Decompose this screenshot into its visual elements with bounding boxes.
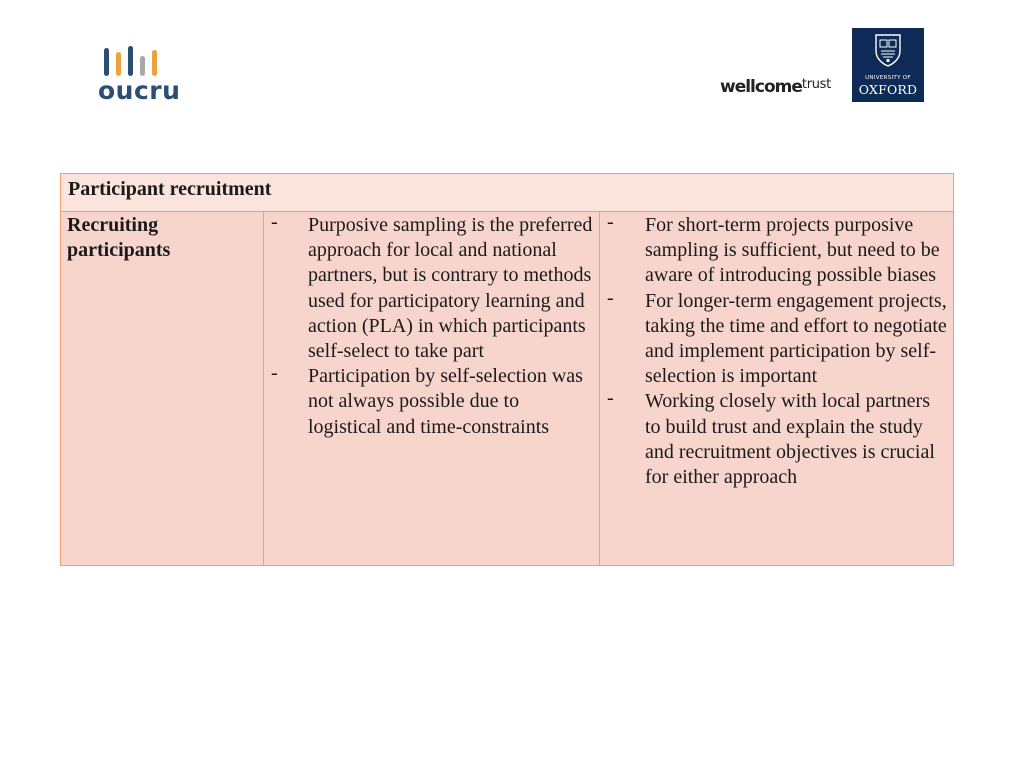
row-label-cell <box>61 212 264 565</box>
bullet-marker: - <box>607 211 614 233</box>
oxford-logo-line2: OXFORD <box>858 82 918 97</box>
list-item-text: For short-term projects purposive sampling is sufficient, but need to be aware of introducing possible biases <box>645 214 940 287</box>
list-item <box>264 364 594 440</box>
table-header-row <box>61 174 953 212</box>
oucru-logo-bars <box>104 44 164 76</box>
oxford-logo-line1: UNIVERSITY OF <box>865 75 911 81</box>
wellcome-trust-logo <box>720 77 831 99</box>
findings-list <box>264 213 594 440</box>
oucru-logo <box>96 44 181 106</box>
oucru-bar-4 <box>140 56 145 76</box>
oucru-bar-2 <box>116 52 121 76</box>
bullet-marker: - <box>607 286 614 309</box>
list-item <box>600 389 950 490</box>
list-item-text: Purposive sampling is the preferred approach for local and national partners, but is contrary to methods used for participatory learning and action (PLA) in which participants self-select to take part <box>308 214 593 363</box>
list-item <box>600 286 950 390</box>
list-item-text: Working closely with local partners to build trust and explain the study and recruitment objectives is crucial for either approach <box>645 390 935 489</box>
wellcome-logo-main: wellcome <box>720 77 802 97</box>
oucru-bar-3 <box>128 46 133 76</box>
oucru-logo-text: oucru <box>98 76 181 105</box>
oucru-bar-1 <box>104 48 109 76</box>
list-item <box>600 213 950 289</box>
row-label: Recruiting participants <box>67 214 171 261</box>
oucru-bar-5 <box>152 50 157 76</box>
oxford-crest-icon <box>873 33 903 67</box>
recommendations-cell <box>600 212 953 565</box>
list-item-text: For longer-term engagement projects, taking the time and effort to negotiate and implement participation by self-selection is important <box>645 289 947 388</box>
wellcome-logo-sub: trust <box>801 77 831 92</box>
list-item-text: Participation by self-selection was not always possible due to logistical and time-constraints <box>308 365 583 438</box>
bullet-marker: - <box>271 211 278 233</box>
table-body-row <box>61 212 953 565</box>
bullet-marker: - <box>271 362 278 385</box>
list-item <box>264 213 594 364</box>
bullet-marker: - <box>607 387 614 410</box>
findings-cell <box>264 212 600 565</box>
recommendations-list <box>600 213 950 490</box>
oxford-logo <box>852 28 924 102</box>
recruitment-table <box>60 173 954 566</box>
table-header-title: Participant recruitment <box>68 178 272 200</box>
